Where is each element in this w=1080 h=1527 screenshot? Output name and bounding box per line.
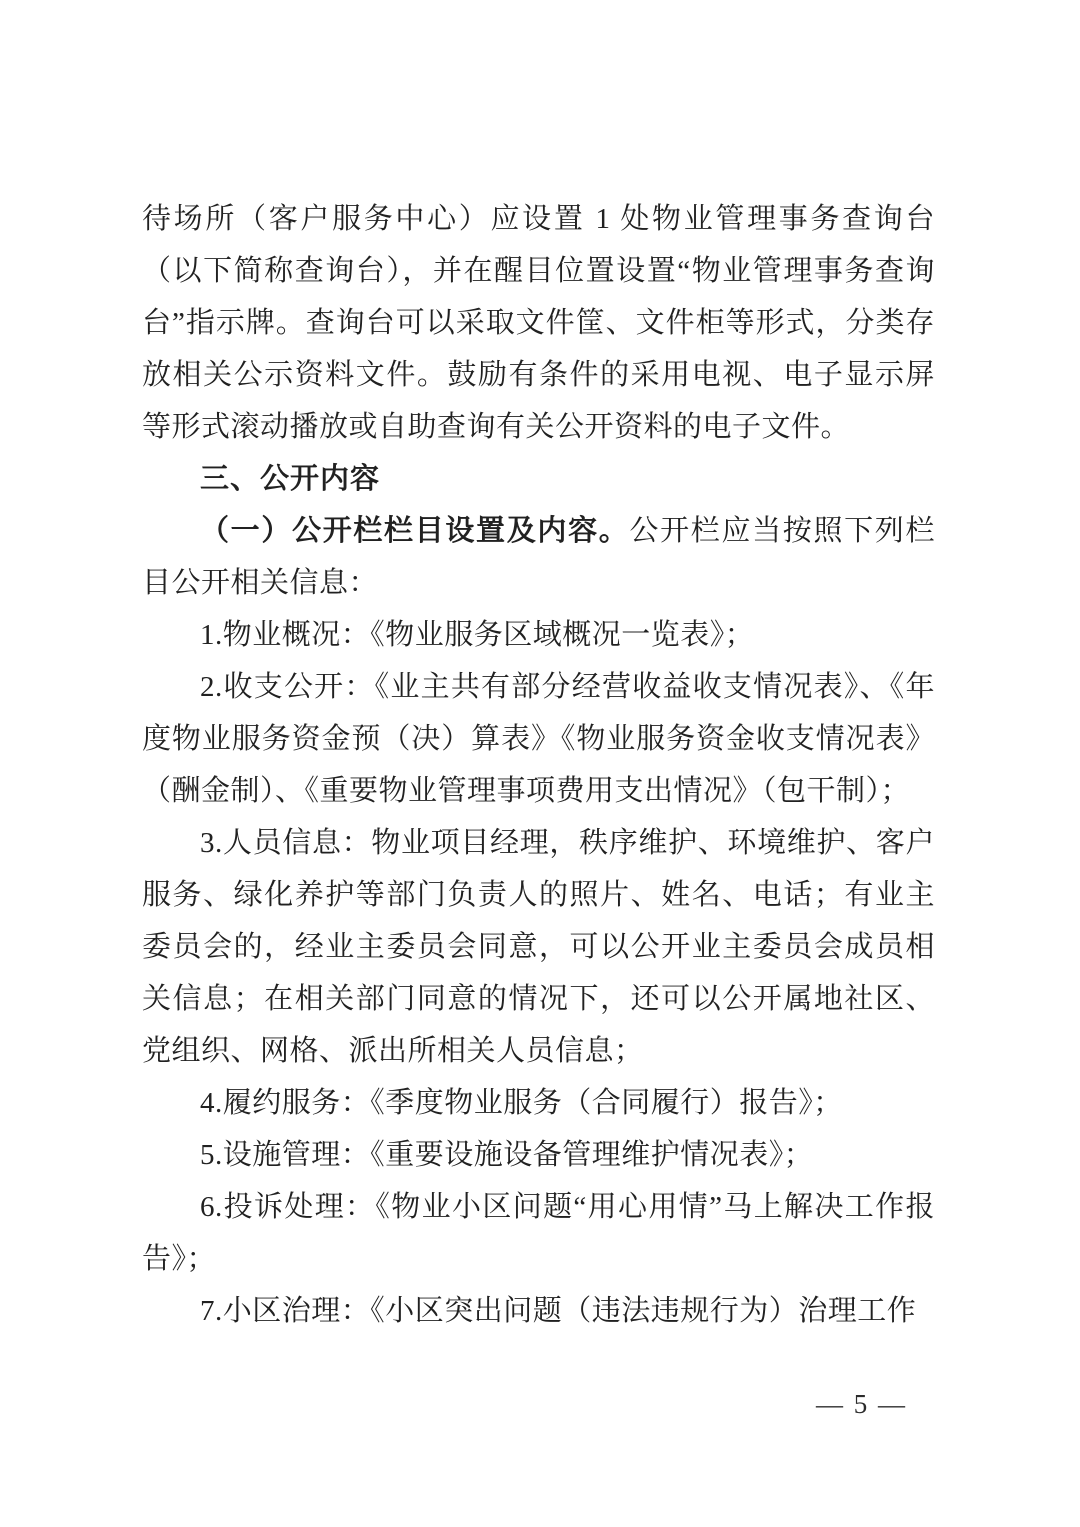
list-item-property-overview: 1.物业概况：《物业服务区域概况一览表》；: [200, 619, 755, 651]
document-body: [142, 193, 935, 1337]
list-item-contract-service: 4.履约服务：《季度物业服务（合同履行）报告》；: [200, 1087, 843, 1119]
list-item-complaint-handling: 6.投诉处理：《物业小区问题“用心用情”马上解决工作报告》；: [142, 1191, 935, 1275]
subsection-intro: [142, 505, 935, 609]
list-item-income-expense-disclosure: 2.收支公开：《业主共有部分经营收益收支情况表》、《年度物业服务资金预（决）算表》《物业服务资金收支情况表》（酬金制）、《重要物业管理事项费用支出情况》（包干制）；: [142, 671, 935, 807]
list-item-facility-management: 5.设施管理：《重要设施设备管理维护情况表》；: [200, 1139, 814, 1171]
subsection-title: （一）公开栏栏目设置及内容。: [200, 515, 630, 547]
list-item-community-governance: 7.小区治理：《小区突出问题（违法违规行为）治理工作: [200, 1295, 917, 1327]
subsection-intro-text: 公开栏应当按照下列栏目公开相关信息：: [142, 515, 935, 599]
section-heading: 三、公开内容: [200, 463, 381, 495]
page-number: — 5 —: [816, 1389, 907, 1419]
list-item-personnel-info: 3.人员信息：物业项目经理，秩序维护、环境维护、客户服务、绿化养护等部门负责人的照片、姓名、电话；有业主委员会的，经业主委员会同意，可以公开业主委员会成员相关信息；在相关部门同意的情况下，还可以公开属地社区、党组织、网格、派出所相关人员信息；: [142, 827, 935, 1067]
paragraph-continuation: 待场所（客户服务中心）应设置 1 处物业管理事务查询台（以下简称查询台），并在醒目位置设置“物业管理事务查询台”指示牌。查询台可以采取文件筐、文件柜等形式，分类存放相关公示资料文件。鼓励有条件的采用电视、电子显示屏等形式滚动播放或自助查询有关公开资料的电子文件。: [142, 203, 935, 443]
